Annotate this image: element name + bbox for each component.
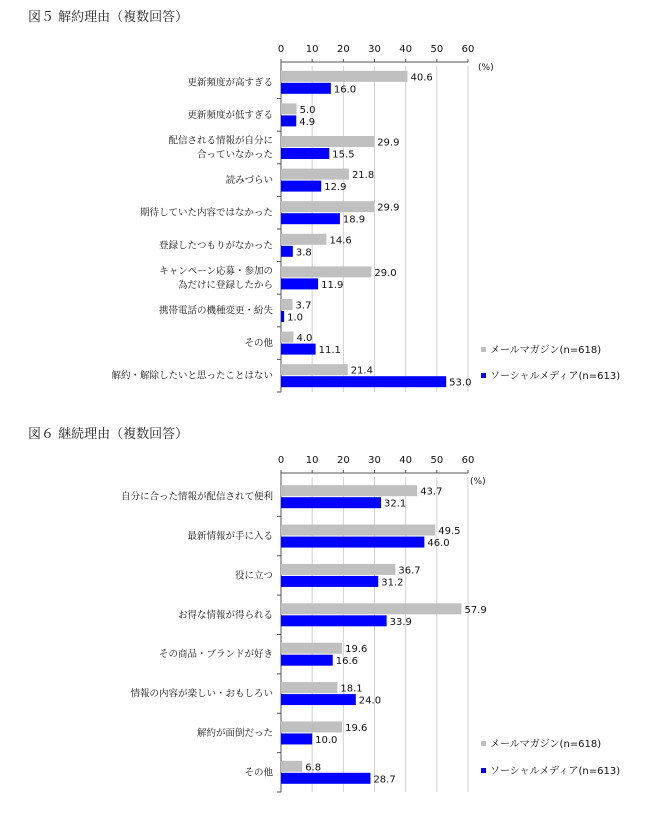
x-tick-label: 30 xyxy=(368,455,381,466)
data-label: 19.6 xyxy=(345,644,368,656)
data-label: 1.0 xyxy=(287,312,304,324)
category-label: キャンペーン応募・参加の xyxy=(159,265,273,277)
data-label: 16.0 xyxy=(333,84,357,96)
category-label: 更新頻度が高すぎる xyxy=(187,77,273,89)
x-tick-label: 10 xyxy=(305,455,319,466)
data-label: 49.5 xyxy=(438,526,461,538)
x-tick-label: 50 xyxy=(430,455,444,466)
bar-mail-magazine xyxy=(281,234,327,245)
category-label: 読みづらい xyxy=(225,175,273,187)
bar-mail-magazine xyxy=(281,721,342,732)
bar-social-media xyxy=(281,148,329,159)
legend-swatch-social-media xyxy=(481,373,486,378)
bar-mail-magazine xyxy=(281,364,348,375)
bar-social-media xyxy=(281,655,333,666)
x-tick-label: 40 xyxy=(399,44,413,55)
data-label: 6.8 xyxy=(305,762,322,774)
bar-mail-magazine xyxy=(281,485,417,496)
bar-mail-magazine xyxy=(281,761,302,772)
category-label: その他 xyxy=(244,338,273,350)
figure-5-title: 図５ 解約理由（複数回答） xyxy=(28,10,189,25)
bar-social-media xyxy=(281,181,321,192)
x-tick-label: 20 xyxy=(336,455,350,466)
data-label: 16.6 xyxy=(335,656,359,668)
category-label: 解約・解除したいと思ったことはない xyxy=(111,370,273,382)
data-label: 29.9 xyxy=(377,137,400,149)
bar-mail-magazine xyxy=(281,201,374,212)
x-tick-label: 60 xyxy=(461,455,475,466)
bar-social-media xyxy=(281,311,284,322)
data-label: 11.9 xyxy=(321,279,344,291)
data-label: 29.9 xyxy=(377,202,400,214)
legend-label-mail-magazine: メールマガジン(n=618) xyxy=(490,739,602,750)
legend-swatch-social-media xyxy=(481,768,486,773)
figure-6-title: 図６ 継続理由（複数回答） xyxy=(28,427,189,442)
data-label: 36.7 xyxy=(398,565,421,577)
category-label: 最新情報が手に入る xyxy=(187,531,273,543)
x-tick-label: 30 xyxy=(368,44,381,55)
data-label: 3.8 xyxy=(295,247,312,259)
x-tick-label: 20 xyxy=(336,44,350,55)
data-label: 33.9 xyxy=(389,616,412,628)
x-tick-label: 60 xyxy=(461,44,475,55)
legend-label-social-media: ソーシャルメディア(n=613) xyxy=(490,371,621,382)
category-label: 携帯電話の機種変更・紛失 xyxy=(158,305,273,317)
bar-mail-magazine xyxy=(281,299,293,310)
bar-mail-magazine xyxy=(281,332,293,343)
bar-social-media xyxy=(281,246,293,257)
bar-social-media xyxy=(281,213,340,224)
bar-social-media xyxy=(281,773,370,784)
data-label: 28.7 xyxy=(373,774,396,786)
data-label: 21.8 xyxy=(351,170,375,182)
category-label: 解約が面倒だった xyxy=(196,727,273,739)
legend-label-social-media: ソーシャルメディア(n=613) xyxy=(490,766,621,777)
unit-label: (%) xyxy=(478,63,494,73)
bar-social-media xyxy=(281,576,378,587)
category-label: 合っていなかった xyxy=(196,149,273,161)
category-label: 情報の内容が楽しい・おもしろい xyxy=(130,688,273,700)
data-label: 43.7 xyxy=(420,486,443,498)
category-label: 役に立つ xyxy=(234,570,273,582)
data-label: 10.0 xyxy=(315,734,338,746)
data-label: 19.6 xyxy=(345,722,368,734)
bar-social-media xyxy=(281,376,446,387)
data-label: 18.9 xyxy=(342,214,366,226)
bar-social-media xyxy=(281,733,312,744)
data-label: 15.5 xyxy=(332,149,355,161)
category-label: 為だけに登録したから xyxy=(177,279,273,291)
category-label: 更新頻度が低すぎる xyxy=(187,109,273,121)
x-tick-label: 40 xyxy=(399,455,413,466)
data-label: 3.7 xyxy=(295,300,312,312)
data-label: 5.0 xyxy=(299,104,316,116)
bar-social-media xyxy=(281,694,356,705)
data-label: 18.1 xyxy=(340,683,363,695)
x-tick-label: 10 xyxy=(305,44,319,55)
legend-swatch-mail-magazine xyxy=(481,741,486,746)
data-label: 31.2 xyxy=(381,577,404,589)
bar-social-media xyxy=(281,83,331,94)
bar-mail-magazine xyxy=(281,136,374,147)
category-label: その商品・ブランドが好き xyxy=(158,649,273,661)
bar-mail-magazine xyxy=(281,643,342,654)
unit-label: (%) xyxy=(470,477,486,487)
bar-social-media xyxy=(281,615,387,626)
category-label: 配信される情報が自分に xyxy=(168,135,273,147)
category-label: 期待していた内容ではなかった xyxy=(139,207,273,219)
data-label: 14.6 xyxy=(329,235,352,247)
data-label: 53.0 xyxy=(449,377,472,389)
data-label: 29.0 xyxy=(374,267,397,279)
bar-social-media xyxy=(281,278,318,289)
bar-social-media xyxy=(281,115,296,126)
data-label: 24.0 xyxy=(358,695,382,707)
bar-mail-magazine xyxy=(281,169,349,180)
bar-mail-magazine xyxy=(281,603,461,614)
category-label: 登録したつもりがなかった xyxy=(158,240,273,252)
category-label: その他 xyxy=(244,767,273,779)
data-label: 4.0 xyxy=(296,333,313,345)
bar-mail-magazine xyxy=(281,682,337,693)
bar-social-media xyxy=(281,537,424,548)
data-label: 4.9 xyxy=(299,116,316,128)
data-label: 40.6 xyxy=(410,72,433,84)
bar-social-media xyxy=(281,344,316,355)
bar-social-media xyxy=(281,497,381,508)
bar-mail-magazine xyxy=(281,103,297,114)
data-label: 46.0 xyxy=(427,538,450,550)
data-label: 57.9 xyxy=(464,604,487,616)
x-tick-label: 0 xyxy=(277,455,285,466)
category-label: お得な情報が得られる xyxy=(177,609,273,621)
data-label: 32.1 xyxy=(384,498,407,510)
bar-mail-magazine xyxy=(281,266,371,277)
x-tick-label: 50 xyxy=(430,44,444,55)
category-label: 自分に合った情報が配信されて便利 xyxy=(120,491,273,503)
legend-label-mail-magazine: メールマガジン(n=618) xyxy=(490,345,602,356)
legend-swatch-mail-magazine xyxy=(481,347,486,352)
bar-mail-magazine xyxy=(281,71,408,82)
bar-mail-magazine xyxy=(281,525,435,536)
data-label: 12.9 xyxy=(324,182,347,194)
data-label: 11.1 xyxy=(318,345,341,357)
bar-mail-magazine xyxy=(281,564,395,575)
x-tick-label: 0 xyxy=(277,44,285,55)
data-label: 21.4 xyxy=(350,365,373,377)
